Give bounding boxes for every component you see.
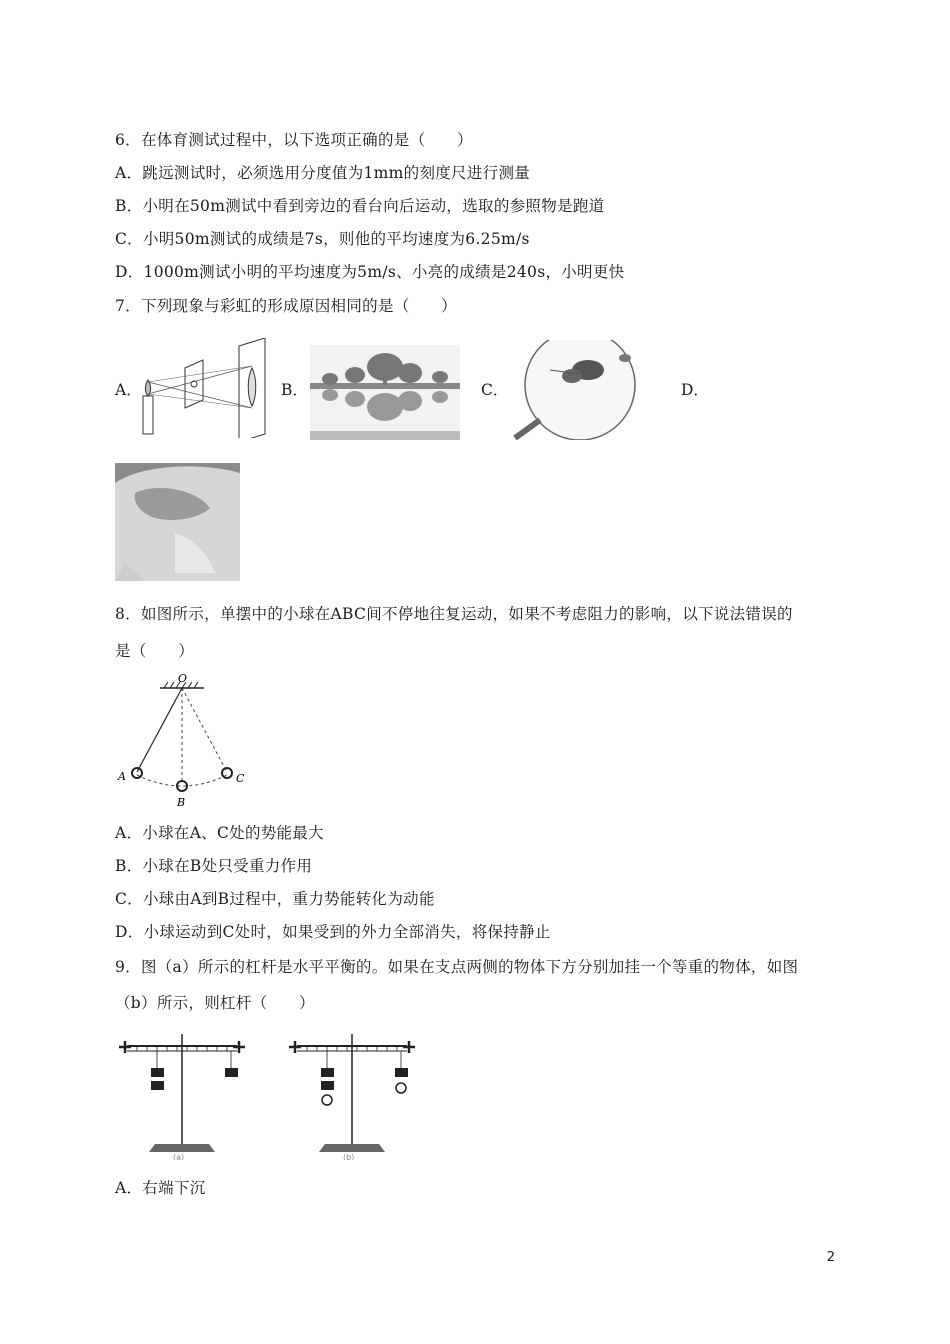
q6-stem: 6．在体育测试过程中，以下选项正确的是（ ） xyxy=(115,131,473,149)
q8-option-d: D．小球运动到C处时，如果受到的外力全部消失，将保持静止 xyxy=(115,923,551,941)
q9-lever-figure-a xyxy=(115,1032,250,1160)
q9-caption-a: (a) xyxy=(173,1153,185,1160)
q8-option-c: C．小球由A到B过程中，重力势能转化为动能 xyxy=(115,890,435,908)
q9-stem-line2: （b）所示，则杠杆（ ） xyxy=(115,994,315,1012)
q8-stem-line1: 8．如图所示，单摆中的小球在ABC间不停地往复运动，如果不考虑阻力的影响，以下说法错误的 xyxy=(115,605,793,623)
q6-option-c: C．小明50m测试的成绩是7s，则他的平均速度为6.25m/s xyxy=(115,230,530,248)
q7-figure-c-magnifier xyxy=(510,340,645,440)
q6-option-a: A．跳远测试时，必须选用分度值为1mm的刻度尺进行测量 xyxy=(115,164,531,182)
q8-option-b: B．小球在B处只受重力作用 xyxy=(115,857,313,875)
q8-stem-line2: 是（ ） xyxy=(115,642,195,660)
q7-label-d: D． xyxy=(681,381,709,399)
q9-lever-figure-b xyxy=(285,1032,420,1160)
q8-label-b: B xyxy=(177,796,186,809)
q7-figure-b-reflection xyxy=(310,345,460,440)
q8-pendulum-figure xyxy=(112,672,262,812)
q6-option-d: D．1000m测试小明的平均速度为5m/s、小亮的成绩是240s，小明更快 xyxy=(115,263,625,281)
q8-option-a: A．小球在A、C处的势能最大 xyxy=(115,824,324,842)
q7-label-b: B． xyxy=(281,381,308,399)
q9-caption-b: (b) xyxy=(343,1153,355,1160)
q7-figure-d-shadow-play xyxy=(115,463,240,581)
q6-option-b: B．小明在50m测试中看到旁边的看台向后运动，选取的参照物是跑道 xyxy=(115,197,605,215)
q7-figure-a-pinhole xyxy=(135,338,270,438)
page-number: 2 xyxy=(826,1250,835,1265)
q7-stem: 7．下列现象与彩虹的形成原因相同的是（ ） xyxy=(115,297,457,315)
q8-label-c: C xyxy=(236,772,245,785)
q8-label-a: A xyxy=(118,770,126,783)
q7-label-c: C． xyxy=(481,381,509,399)
q9-option-a: A．右端下沉 xyxy=(115,1179,206,1197)
q7-label-a: A． xyxy=(115,381,142,399)
q9-stem-line1: 9．图（a）所示的杠杆是水平平衡的。如果在支点两侧的物体下方分别加挂一个等重的物体，如图 xyxy=(115,958,799,976)
q8-label-o: O xyxy=(178,672,188,685)
